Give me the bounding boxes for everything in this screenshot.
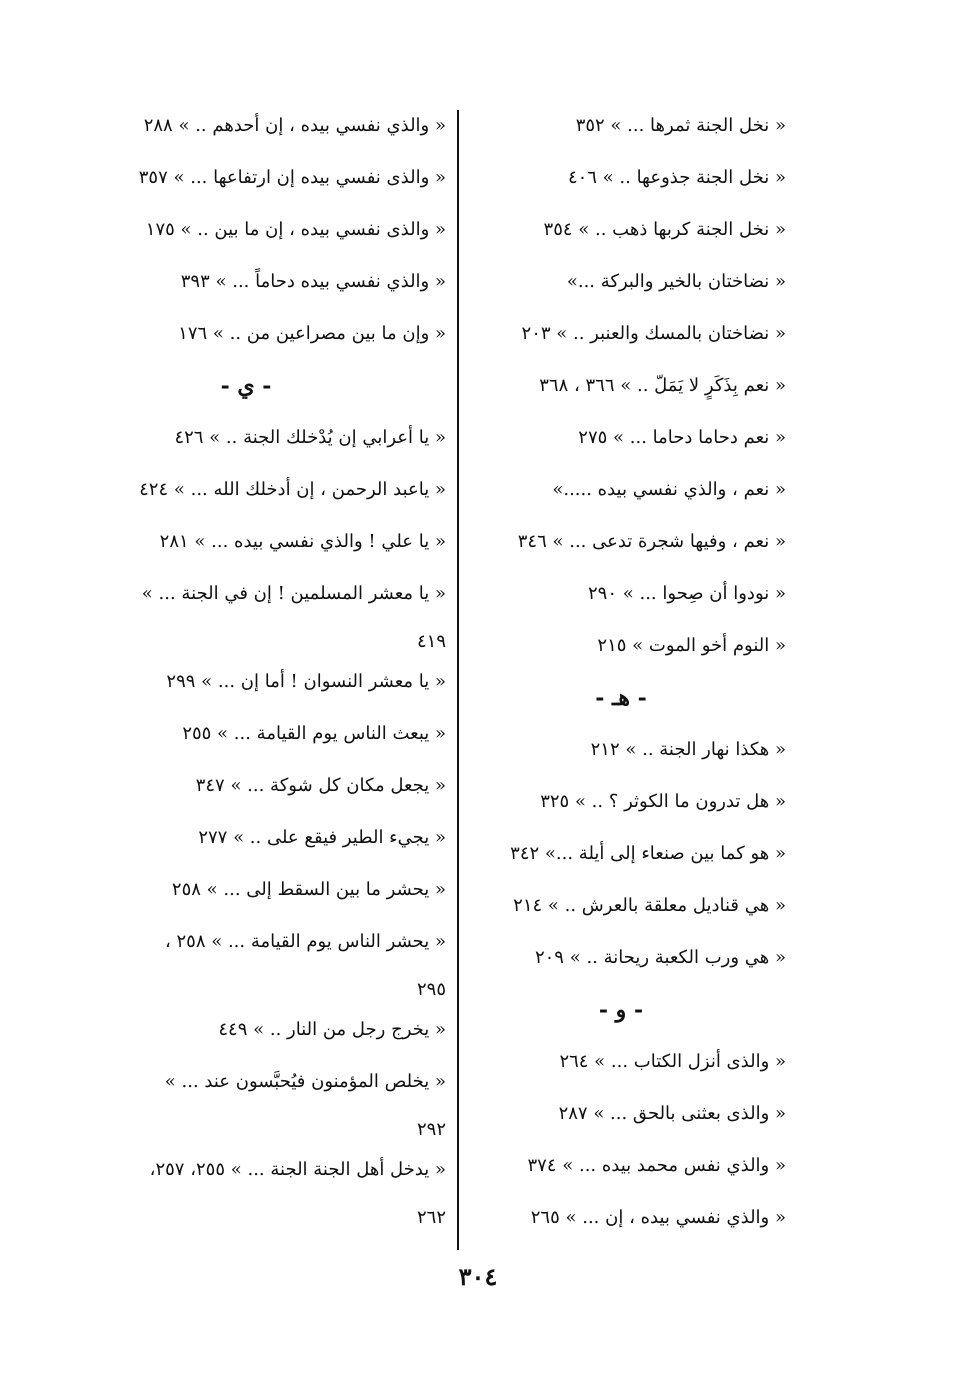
section-letter: - ي - <box>220 373 272 399</box>
entry-text: « نخل الجنة ثمرها ... » ٣٥٢ <box>575 115 786 136</box>
entry-text: « يا معشر المسلمين ! إن في الجنة ... » <box>141 583 446 604</box>
index-entry <box>456 880 786 932</box>
entry-text: « يبعث الناس يوم القيامة ... » ٢٥٥ <box>182 723 446 744</box>
right-column <box>456 100 786 1244</box>
entry-page-ref: ٤١٩ <box>416 631 446 652</box>
entry-text: « نضاختان بالخير والبركة ...» <box>566 271 786 292</box>
entry-text: « يخلص المؤمنون فيُحبَّسون عند ... » <box>164 1071 446 1092</box>
index-entry <box>456 1140 786 1192</box>
index-entry <box>456 204 786 256</box>
index-entry <box>456 256 786 308</box>
index-entry <box>46 1004 446 1056</box>
entry-text: « يا علي ! والذي نفسي بيده ... » ٢٨١ <box>159 531 446 552</box>
entry-text: « نعم بِذَكَرٍ لا يَمَلّ .. » ٣٦٦ ، ٣٦٨ <box>539 375 786 396</box>
index-entry <box>46 708 446 760</box>
index-entry <box>46 152 446 204</box>
entry-text: « يجعل مكان كل شوكة ... » ٣٤٧ <box>195 775 446 796</box>
entry-text: « وإن ما بين مصراعين من .. » ١٧٦ <box>178 323 446 344</box>
entry-text: « هل تدرون ما الكوثر ؟ .. » ٣٢٥ <box>540 791 786 812</box>
index-entry <box>46 308 446 360</box>
index-entry <box>46 100 446 152</box>
entry-page-ref: ٢٩٥ <box>416 979 446 1000</box>
index-entry <box>46 760 446 812</box>
entry-text: « هو كما بين صنعاء إلى أيلة ...» ٣٤٢ <box>510 843 786 864</box>
index-entry <box>456 776 786 828</box>
entry-text: « نودوا أن صِحوا ... » ٢٩٠ <box>588 583 786 604</box>
entry-text: « والذى أنزل الكتاب ... » ٢٦٤ <box>559 1051 786 1072</box>
entry-text: « هي ورب الكعبة ريحانة .. » ٢٠٩ <box>534 947 786 968</box>
index-entry <box>456 152 786 204</box>
index-entry <box>456 464 786 516</box>
index-entry <box>46 656 446 708</box>
index-entry <box>46 568 446 656</box>
index-entry <box>46 464 446 516</box>
index-entry <box>46 256 446 308</box>
entry-text: « والذي نفسي بيده ، إن أحدهم .. » ٢٨٨ <box>143 115 446 136</box>
entry-page-ref: ٢٦٢ <box>416 1207 446 1228</box>
entry-text: « والذى نفسي بيده إن ارتفاعها ... » ٣٥٧ <box>138 167 446 188</box>
entry-text: « والذى بعثنى بالحق ... » ٢٨٧ <box>558 1103 786 1124</box>
index-entry <box>456 828 786 880</box>
index-entry <box>46 812 446 864</box>
entry-text: « نخل الجنة كربها ذهب .. » ٣٥٤ <box>543 219 786 240</box>
index-entry <box>456 932 786 984</box>
section-letter: - هـ - <box>595 685 647 711</box>
index-entry <box>46 516 446 568</box>
entry-text: « يا أعرابي إن يُدْخلك الجنة .. » ٤٢٦ <box>174 427 446 448</box>
entry-text: « هي قناديل معلقة بالعرش .. » ٢١٤ <box>513 895 786 916</box>
entry-text: « نخل الجنة جذوعها .. » ٤٠٦ <box>567 167 786 188</box>
index-entry <box>456 1036 786 1088</box>
entry-text: « نعم ، والذي نفسي بيده .....» <box>552 479 786 500</box>
entry-text: « نعم دحاما دحاما ... » ٢٧٥ <box>578 427 786 448</box>
index-entry <box>456 412 786 464</box>
index-entry <box>46 1056 446 1144</box>
entry-text: « نعم ، وفيها شجرة تدعى ... » ٣٤٦ <box>517 531 786 552</box>
entry-text: « والذي نفس محمد بيده ... » ٣٧٤ <box>527 1155 786 1176</box>
entry-text: « النوم أخو الموت » ٢١٥ <box>597 635 786 656</box>
entry-text: « والذى نفسي بيده ، إن ما بين .. » ١٧٥ <box>145 219 446 240</box>
page-number: ٣٠٤ <box>458 1262 498 1291</box>
entry-text: « يدخل أهل الجنة الجنة ... » ٢٥٥، ٢٥٧، <box>149 1159 446 1180</box>
entry-text: « يحشر الناس يوم القيامة ... » ٢٥٨ ، <box>164 931 446 952</box>
entry-text: « ياعبد الرحمن ، إن أدخلك الله ... » ٤٢٤ <box>139 479 446 500</box>
index-entry <box>46 916 446 1004</box>
index-entry <box>456 568 786 620</box>
index-entry <box>46 412 446 464</box>
entry-text: « والذي نفسي بيده دحاماً ... » ٣٩٣ <box>180 271 446 292</box>
column-divider <box>457 110 459 1250</box>
entry-text: « نضاختان بالمسك والعنبر .. » ٢٠٣ <box>521 323 786 344</box>
index-entry <box>456 620 786 672</box>
index-entry <box>456 308 786 360</box>
entry-page-ref: ٢٩٢ <box>416 1119 446 1140</box>
entry-text: « يخرج رجل من النار .. » ٤٤٩ <box>218 1019 446 1040</box>
index-entry <box>46 864 446 916</box>
index-entry <box>456 516 786 568</box>
index-entry <box>456 724 786 776</box>
index-entry <box>456 1192 786 1244</box>
entry-text: « هكذا نهار الجنة .. » ٢١٢ <box>590 739 786 760</box>
left-column <box>46 100 446 1232</box>
section-letter: - و - <box>598 997 644 1023</box>
index-entry <box>456 1088 786 1140</box>
index-entry <box>46 204 446 256</box>
entry-text: « يا معشر النسوان ! أما إن ... » ٢٩٩ <box>166 671 446 692</box>
entry-text: « والذي نفسي بيده ، إن ... » ٢٦٥ <box>530 1207 786 1228</box>
index-entry <box>456 360 786 412</box>
entry-text: « يجيء الطير فيقع على .. » ٢٧٧ <box>198 827 446 848</box>
index-entry <box>456 100 786 152</box>
index-entry <box>46 1144 446 1232</box>
entry-text: « يحشر ما بين السقط إلى ... » ٢٥٨ <box>171 879 446 900</box>
